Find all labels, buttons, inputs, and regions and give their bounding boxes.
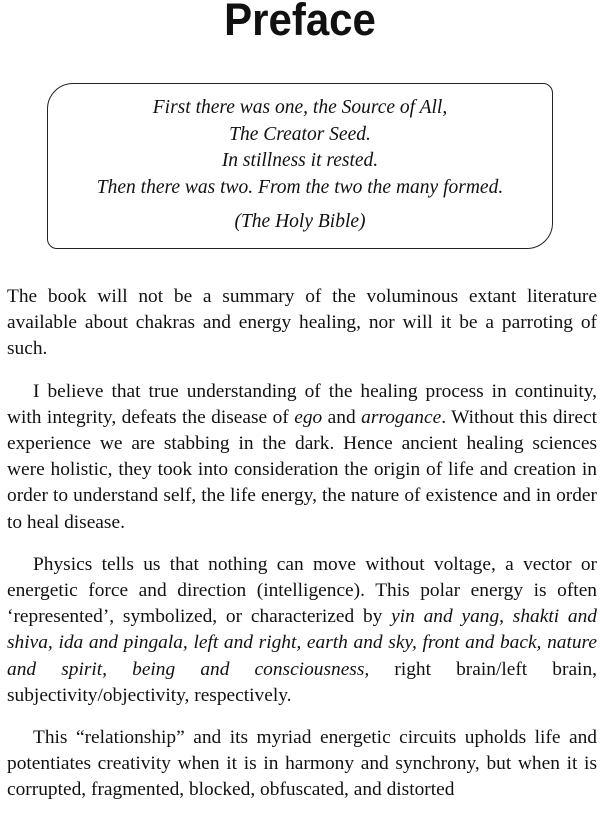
paragraph-2-text: . Without this direct experience we are stabbing in the dark. Hence ancient healing sciences were holistic, they took into consideration the origin of life and creation in order to understand self, the life energy, the nature of existence and in order to heal disease. bbox=[7, 406, 597, 533]
epigraph-quote bbox=[48, 95, 552, 236]
paragraph-2 bbox=[7, 379, 597, 536]
epigraph-line: The Creator Seed. bbox=[229, 123, 371, 145]
paragraph-3 bbox=[7, 552, 597, 709]
emphasis-polarities: yin and yang, shakti and shiva, ida and pingala, left and right, earth and sky, front and back, nature and spirit, being and consciousness, bbox=[7, 606, 597, 680]
epigraph-line: In stillness it rested. bbox=[221, 150, 379, 171]
paragraph-2-text: and bbox=[322, 406, 362, 428]
epigraph-line: First there was one, the Source of All, bbox=[152, 97, 448, 118]
body-text bbox=[7, 284, 597, 820]
page-title: Preface bbox=[224, 0, 376, 45]
paragraph-3-text: right brain/left brain, subjectivity/objectivity, respectively. bbox=[7, 658, 597, 706]
epigraph-box bbox=[47, 83, 553, 249]
paragraph-2-text: I believe that true understanding of the healing process in continuity, with integrity, defeats the disease of bbox=[7, 380, 597, 428]
emphasis-arrogance: arrogance bbox=[361, 406, 442, 428]
paragraph-3-text: Physics tells us that nothing can move without voltage, a vector or energetic force and direction (intelligence). This polar energy is often ‘represented’, symbolized, or characterized by bbox=[7, 553, 597, 628]
paragraph-4: This “relationship” and its myriad energetic circuits upholds life and potentiates creativity when it is in harmony and synchrony, but when it is corrupted, fragmented, blocked, obfuscated, and distorted bbox=[7, 727, 597, 801]
paragraph-1: The book will not be a summary of the voluminous extant literature available about chakras and energy healing, nor will it be a parroting of such. bbox=[7, 286, 597, 360]
epigraph-source: (The Holy Bible) bbox=[234, 211, 366, 232]
epigraph-line: Then there was two. From the two the many formed. bbox=[96, 176, 504, 198]
emphasis-ego: ego bbox=[294, 406, 323, 428]
